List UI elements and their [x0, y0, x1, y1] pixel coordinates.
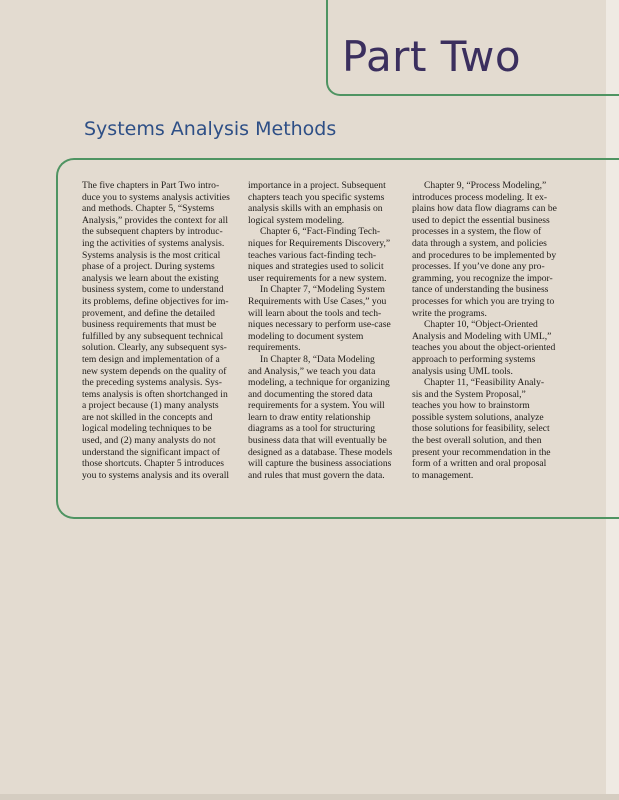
text-line: business data that will eventually be — [248, 435, 387, 447]
text-line: possible system solutions, analyze — [412, 411, 544, 423]
text-line: and procedures to be implemented by — [412, 249, 557, 261]
text-line: plains how data flow diagrams can be — [412, 203, 557, 215]
text-line: and methods. Chapter 5, “Systems — [82, 203, 215, 215]
text-line: Analysis and Modeling with UML,” — [412, 330, 552, 342]
text-line: Chapter 10, “Object-Oriented — [424, 319, 538, 331]
text-line: sis and the System Proposal,” — [412, 388, 526, 400]
text-line: its problems, define objectives for im- — [82, 295, 229, 307]
text-line: user requirements for a new system. — [248, 272, 387, 284]
text-line: gramming, you recognize the impor- — [412, 272, 553, 284]
text-line: In Chapter 8, “Data Modeling — [260, 353, 375, 365]
text-line: those solutions for feasibility, select — [412, 423, 550, 435]
text-line: the best overall solution, and then — [412, 435, 542, 447]
text-line: processes. If you’ve done any pro- — [412, 261, 545, 273]
text-line: teaches you how to brainstorm — [412, 400, 530, 412]
text-line: Chapter 11, “Feasibility Analy- — [424, 377, 545, 389]
text-line: duce you to systems analysis activities — [82, 191, 230, 203]
text-line: data through a system, and policies — [412, 237, 547, 249]
text-line: processes in a system, the flow of — [412, 226, 542, 238]
text-line: requirements. — [248, 342, 301, 354]
text-line: and documenting the stored data — [248, 388, 373, 400]
text-line: the preceding systems analysis. Sys- — [82, 377, 222, 389]
text-line: niques for Requirements Discovery,” — [248, 237, 391, 249]
text-line: logical system modeling. — [248, 214, 345, 226]
text-line: you to systems analysis and its overall — [82, 469, 230, 481]
text-line: niques necessary to perform use-case — [248, 319, 391, 331]
text-line: are not skilled in the concepts and — [82, 411, 213, 423]
text-line: new system depends on the quality of — [82, 365, 227, 377]
text-column-3 — [412, 180, 567, 481]
text-line: tance of understanding the business — [412, 284, 549, 296]
text-line: tems analysis is often shortchanged in — [82, 388, 228, 400]
text-line: designed as a database. These models — [248, 446, 393, 458]
text-line: ing the activities of systems analysis. — [82, 237, 225, 249]
text-line: fulfilled by any subsequent technical — [82, 330, 224, 342]
text-line: phase of a project. During systems — [82, 261, 215, 273]
paragraph — [412, 180, 567, 319]
text-line: and Analysis,” we teach you data — [248, 365, 376, 377]
part-title: Part Two — [342, 32, 522, 81]
text-line: present your recommendation in the — [412, 446, 551, 458]
text-line: teaches you about the object-oriented — [412, 342, 556, 354]
paragraph — [412, 377, 567, 481]
text-line: chapters teach you specific systems — [248, 191, 385, 203]
text-line: Chapter 9, “Process Modeling,” — [424, 180, 547, 191]
text-line: introduces process modeling. It ex- — [412, 191, 548, 203]
paragraph — [248, 354, 403, 482]
text-line: requirements for a system. You will — [248, 400, 385, 412]
text-line: importance in a project. Subsequent — [248, 180, 386, 191]
text-line: learn to draw entity relationship — [248, 411, 371, 423]
text-line: those shortcuts. Chapter 5 introduces — [82, 458, 225, 470]
text-line: Analysis,” provides the context for all — [82, 214, 229, 226]
text-line: niques and strategies used to solicit — [248, 261, 384, 273]
text-line: In Chapter 7, “Modeling System — [260, 284, 385, 296]
text-line: provement, and define the detailed — [82, 307, 215, 319]
text-line: processes for which you are trying to — [412, 295, 555, 307]
text-line: used to depict the essential business — [412, 214, 550, 226]
text-line: solution. Clearly, any subsequent sys- — [82, 342, 227, 354]
paragraph — [82, 180, 237, 481]
text-line: a project because (1) many analysts — [82, 400, 219, 412]
text-line: the subsequent chapters by introduc- — [82, 226, 223, 238]
text-line: to management. — [412, 469, 474, 481]
text-line: approach to performing systems — [412, 353, 536, 365]
text-line: tem design and implementation of a — [82, 353, 220, 365]
text-line: Chapter 6, “Fact-Finding Tech- — [260, 226, 381, 238]
text-line: Requirements with Use Cases,” you — [248, 295, 387, 307]
text-line: analysis using UML tools. — [412, 365, 513, 377]
text-line: used, and (2) many analysts do not — [82, 435, 216, 447]
text-line: and rules that must govern the data. — [248, 469, 385, 481]
text-line: form of a written and oral proposal — [412, 458, 547, 470]
text-line: logical modeling techniques to be — [82, 423, 212, 435]
text-line: The five chapters in Part Two intro- — [82, 180, 220, 191]
text-column-2 — [248, 180, 403, 481]
text-line: diagrams as a tool for structuring — [248, 423, 376, 435]
paragraph — [248, 284, 403, 354]
text-line: analysis skills with an emphasis on — [248, 203, 383, 215]
text-line: business system, come to understand — [82, 284, 224, 296]
text-line: will learn about the tools and tech- — [248, 307, 382, 319]
text-line: analysis we learn about the existing — [82, 272, 219, 284]
section-title: Systems Analysis Methods — [84, 118, 337, 140]
paragraph — [248, 226, 403, 284]
text-line: Systems analysis is the most critical — [82, 249, 221, 261]
text-line: will capture the business associations — [248, 458, 392, 470]
text-line: modeling, a technique for organizing — [248, 377, 390, 389]
paragraph — [248, 180, 403, 226]
page-bottom-strip — [0, 794, 619, 800]
text-line: write the programs. — [412, 307, 487, 319]
text-line: teaches various fact-finding tech- — [248, 249, 377, 261]
text-column-1 — [82, 180, 237, 481]
text-line: business requirements that must be — [82, 319, 217, 331]
text-line: modeling to document system — [248, 330, 364, 342]
paragraph — [412, 319, 567, 377]
text-line: understand the significant impact of — [82, 446, 221, 458]
